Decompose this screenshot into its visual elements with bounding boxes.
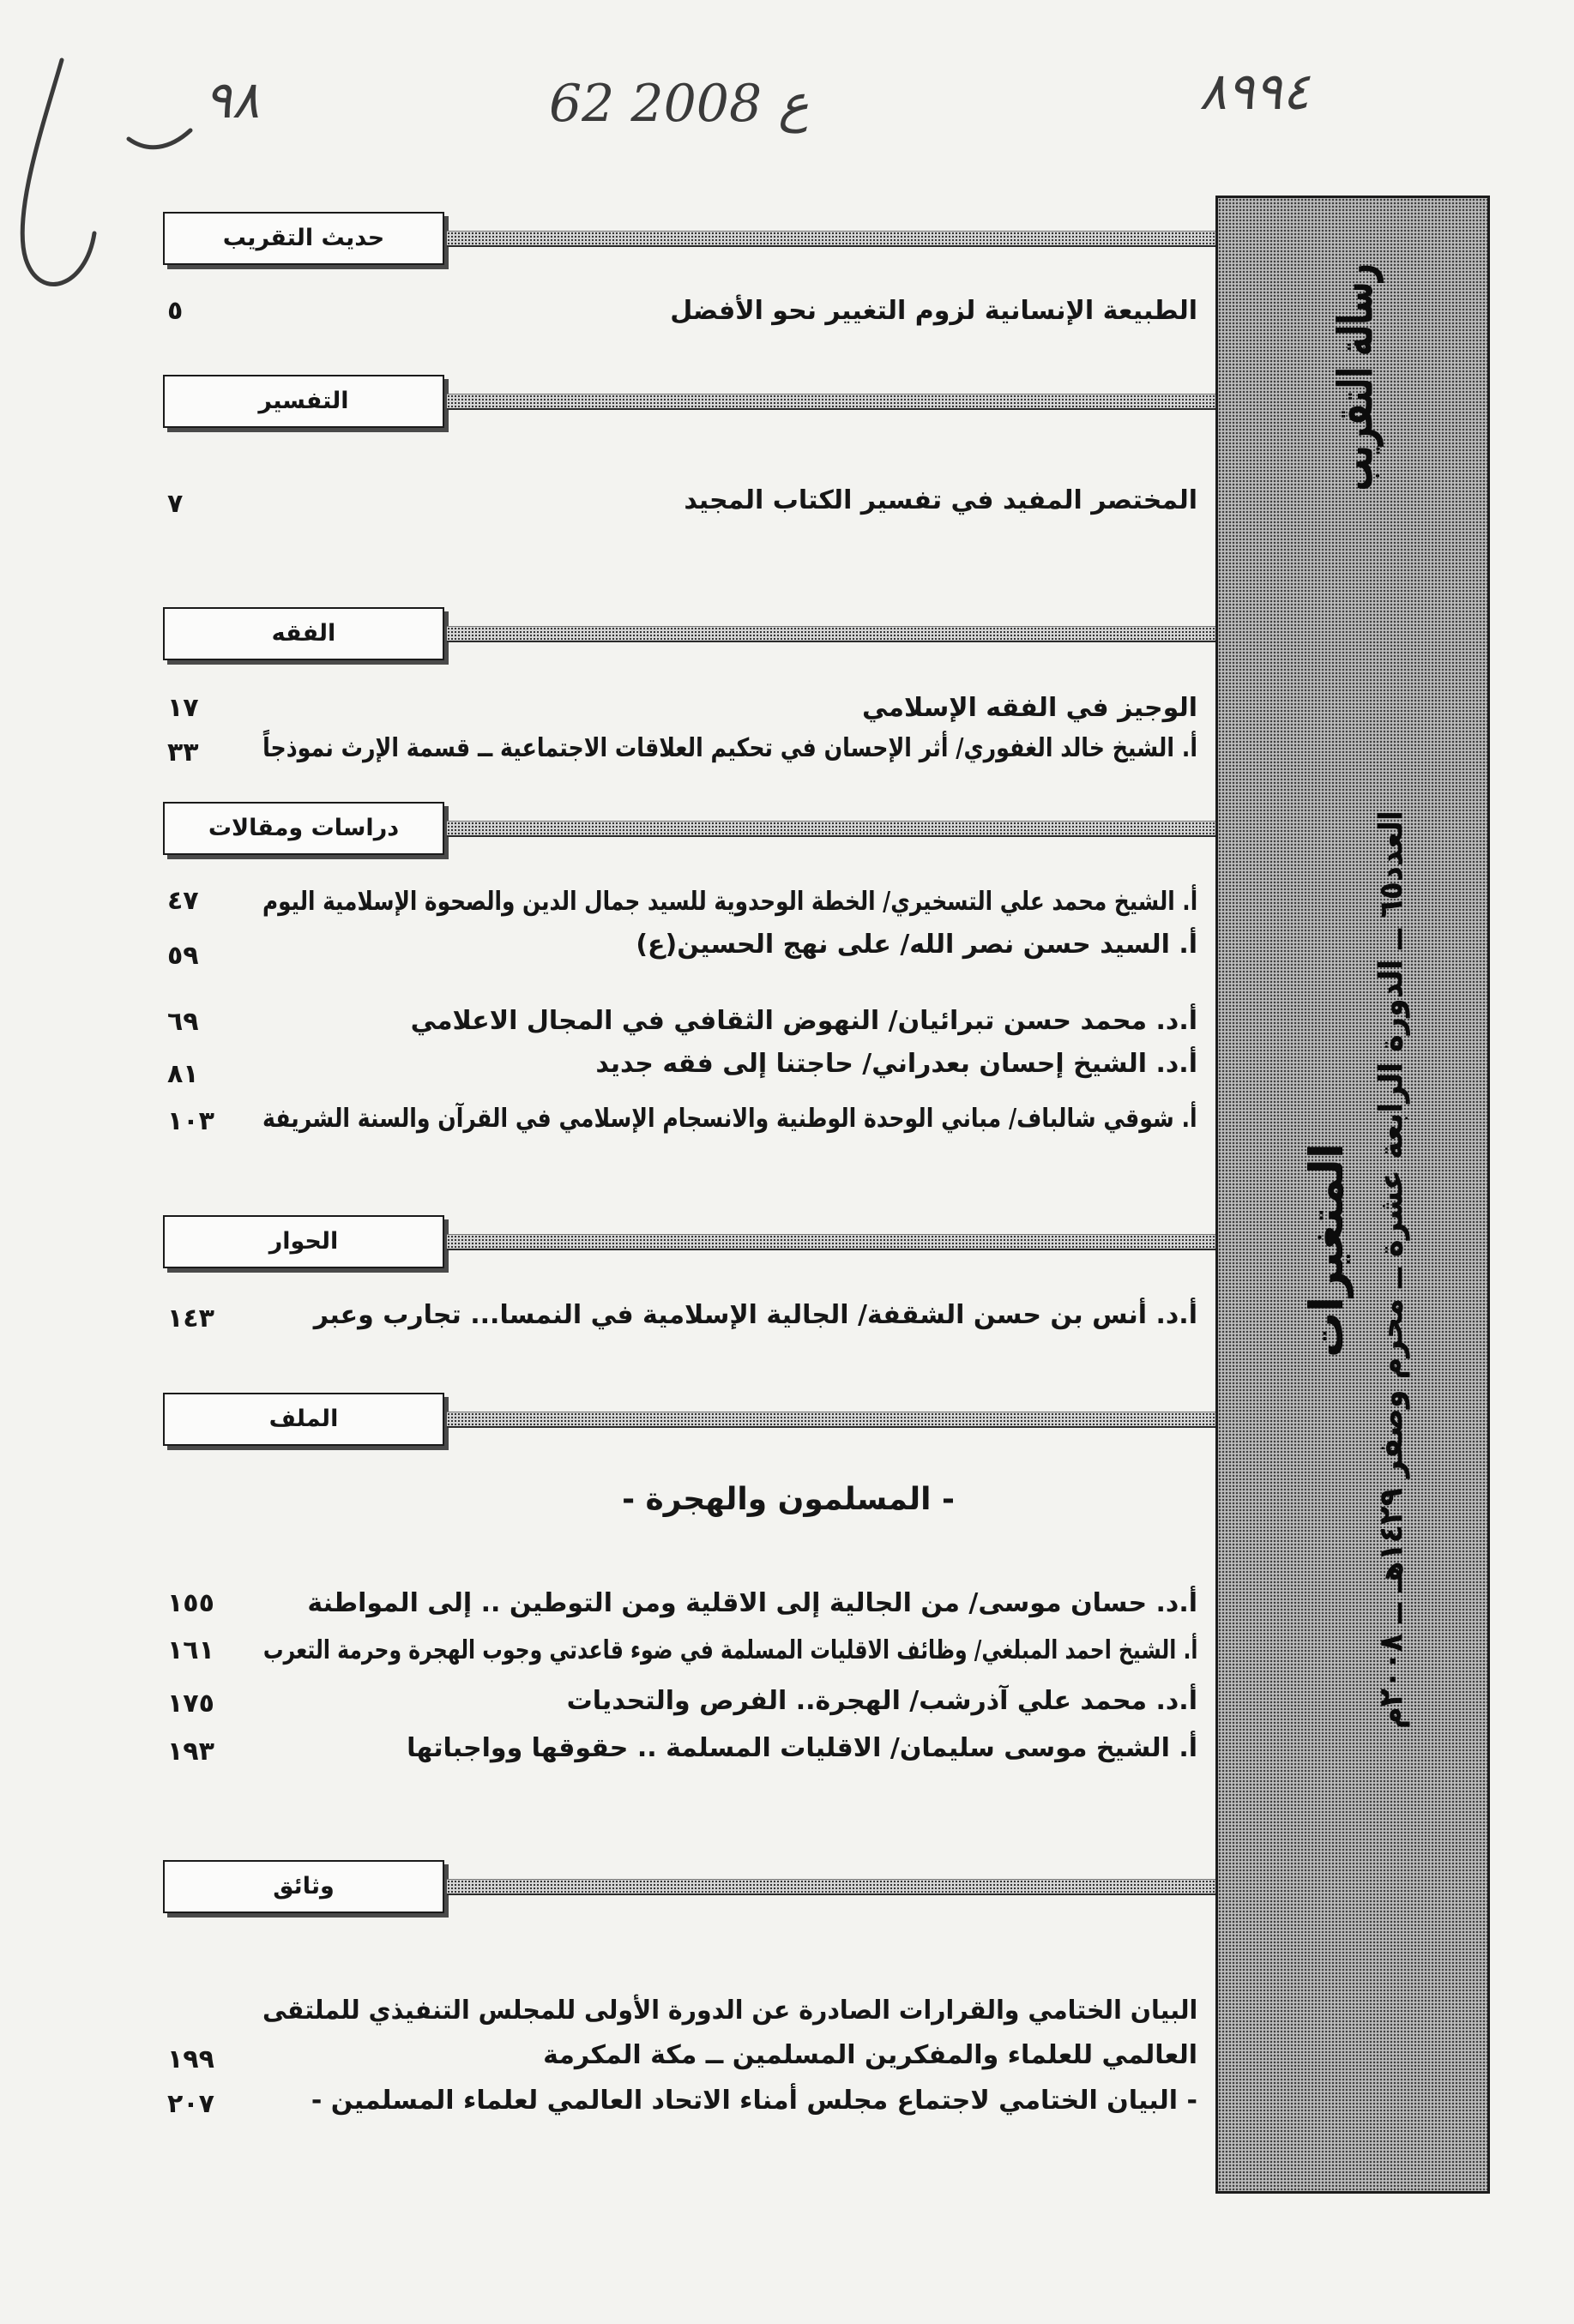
toc-entry bbox=[257, 924, 1197, 966]
toc-entry-title: أ.د. محمد حسن تبرائيان/ النهوض الثقافي في المجال الاعلامي bbox=[410, 1006, 1197, 1036]
section-heading: التفسير bbox=[258, 388, 349, 414]
handwritten-ref-right: ٨٩٩٤ bbox=[1199, 62, 1310, 122]
dossier-subheading bbox=[617, 1478, 960, 1521]
toc-entry bbox=[257, 1001, 1197, 1042]
toc-entry bbox=[257, 728, 1197, 769]
section-heading-box bbox=[163, 1860, 444, 1913]
toc-entry-title-cont: العالمي للعلماء والمفكرين المسلمين ــ مكة المكرمة bbox=[543, 2040, 1197, 2070]
toc-page-number: ١٧ bbox=[167, 693, 199, 723]
toc-entry bbox=[257, 291, 1197, 332]
section-divider bbox=[447, 821, 1215, 837]
section-divider bbox=[447, 231, 1215, 247]
toc-entry-title: أ. الشيخ موسى سليمان/ الاقليات المسلمة .. حقوقها وواجباتها bbox=[407, 1733, 1197, 1763]
toc-entry-title: أ.د. حسان موسى/ من الجالية إلى الاقلية ومن التوطين .. إلى المواطنة bbox=[307, 1588, 1197, 1618]
toc-entry-title: الطبيعة الإنسانية لزوم التغيير نحو الأفضل bbox=[670, 296, 1197, 326]
toc-page-number: ٥٩ bbox=[167, 941, 199, 971]
section-heading: الملف bbox=[268, 1406, 339, 1432]
toc-entry-continuation bbox=[257, 2035, 1197, 2076]
section-heading-box bbox=[163, 1393, 444, 1446]
toc-entry-title: أ.د. محمد علي آذرشب/ الهجرة.. الفرص والتحديات bbox=[566, 1686, 1197, 1716]
toc-entry bbox=[257, 688, 1197, 729]
banner-title-text: رسالة التقريب bbox=[1328, 263, 1384, 491]
toc-entry bbox=[257, 882, 1197, 923]
section-heading: حديث التقريب bbox=[222, 225, 385, 251]
toc-page-number: ٧ bbox=[167, 489, 184, 519]
toc-page-number: ١٠٣ bbox=[167, 1106, 214, 1136]
toc-entry-title: أ. السيد حسن نصر الله/ على نهج الحسين(ع) bbox=[636, 930, 1197, 960]
toc-page-number: ٦٩ bbox=[167, 1007, 199, 1037]
handwritten-mark bbox=[0, 34, 223, 317]
section-heading-box bbox=[163, 1215, 444, 1268]
toc-entry-title: أ.د. الشيخ إحسان بعدراني/ حاجتنا إلى فقه جديد bbox=[595, 1049, 1197, 1079]
banner-title bbox=[1318, 206, 1396, 491]
toc-entry bbox=[257, 1295, 1197, 1336]
toc-page-number: ٣٣ bbox=[167, 738, 199, 768]
section-divider bbox=[447, 1879, 1215, 1895]
banner-issue-text: العدد٦٥ ــ الدورة الرابعة عشرة ــ محرم وصفر ١٤٢٩هـ ــ ٢٠٠٨م bbox=[1372, 810, 1410, 1729]
section-divider bbox=[447, 1234, 1215, 1250]
section-divider bbox=[447, 626, 1215, 642]
toc-entry bbox=[257, 2080, 1197, 2122]
section-heading-box bbox=[163, 802, 444, 855]
section-heading: دراسات ومقالات bbox=[208, 815, 400, 841]
toc-entry bbox=[257, 1583, 1197, 1624]
toc-page-number: ٨١ bbox=[167, 1059, 199, 1089]
section-heading: الحوار bbox=[268, 1228, 339, 1255]
toc-page-number: ١٥٥ bbox=[167, 1588, 214, 1618]
section-heading-box bbox=[163, 607, 444, 660]
toc-entry-title: أ.د. أنس بن حسن الشقفة/ الجالية الإسلامية في النمسا... تجارب وعبر bbox=[313, 1300, 1197, 1330]
toc-page-number: ١٧٥ bbox=[167, 1689, 214, 1719]
toc-page-number: ٥ bbox=[167, 296, 184, 326]
toc-page-number: ١٩٣ bbox=[167, 1737, 214, 1767]
dossier-subheading-text: - المسلمون والهجرة - bbox=[622, 1482, 955, 1517]
toc-entry bbox=[257, 480, 1197, 521]
toc-entry-title: أ. الشيخ خالد الغفوري/ أثر الإحسان في تحكيم العلاقات الاجتماعية ــ قسمة الإرث نموذجاً bbox=[262, 733, 1197, 763]
toc-entry bbox=[257, 1099, 1197, 1140]
toc-entry bbox=[257, 1990, 1197, 2032]
toc-entry bbox=[257, 1630, 1197, 1671]
section-heading: وثائق bbox=[273, 1873, 335, 1900]
toc-entry bbox=[257, 1044, 1197, 1085]
toc-page-number: ١٤٣ bbox=[167, 1303, 214, 1334]
toc-entry-title: المختصر المفيد في تفسير الكتاب المجيد bbox=[684, 485, 1197, 515]
toc-entry-title: - البيان الختامي لاجتماع مجلس أمناء الاتحاد العالمي لعلماء المسلمين - bbox=[311, 2086, 1197, 2116]
handwritten-ref-left: ٩٨ bbox=[204, 70, 260, 130]
toc-entry bbox=[257, 1681, 1197, 1722]
section-heading-box bbox=[163, 212, 444, 265]
section-divider bbox=[447, 394, 1215, 410]
banner-subtitle-text: المتغيرات bbox=[1300, 1142, 1354, 1358]
toc-entry-title: البيان الختامي والقرارات الصادرة عن الدورة الأولى للمجلس التنفيذي للملتقى bbox=[262, 1996, 1197, 2026]
toc-entry-title: الوجيز في الفقه الإسلامي bbox=[862, 693, 1197, 723]
toc-page-number: ٤٧ bbox=[167, 886, 199, 916]
toc-entry-title: أ. الشيخ احمد المبلغي/ وظائف الاقليات المسلمة في ضوء قاعدتي وجوب الهجرة وحرمة التعرب bbox=[262, 1635, 1197, 1665]
handwritten-ref-center: 62 ع 2008 bbox=[549, 74, 809, 134]
section-heading-box bbox=[163, 375, 444, 428]
toc-entry bbox=[257, 1728, 1197, 1769]
section-divider bbox=[447, 1412, 1215, 1428]
toc-page-number: ١٦١ bbox=[167, 1635, 214, 1665]
toc-entry-title: أ. شوقي شالباف/ مباني الوحدة الوطنية والانسجام الإسلامي في القرآن والسنة الشريفة bbox=[262, 1104, 1197, 1134]
banner-subtitle bbox=[1293, 1141, 1361, 1358]
toc-page-number: ١٩٩ bbox=[167, 2044, 214, 2074]
banner-issue bbox=[1367, 771, 1415, 1729]
toc-page-number: ٢٠٧ bbox=[167, 2089, 214, 2119]
toc-entry-title: أ. الشيخ محمد علي التسخيري/ الخطة الوحدوية للسيد جمال الدين والصحوة الإسلامية اليوم bbox=[262, 887, 1197, 917]
section-heading: الفقه bbox=[271, 620, 336, 647]
